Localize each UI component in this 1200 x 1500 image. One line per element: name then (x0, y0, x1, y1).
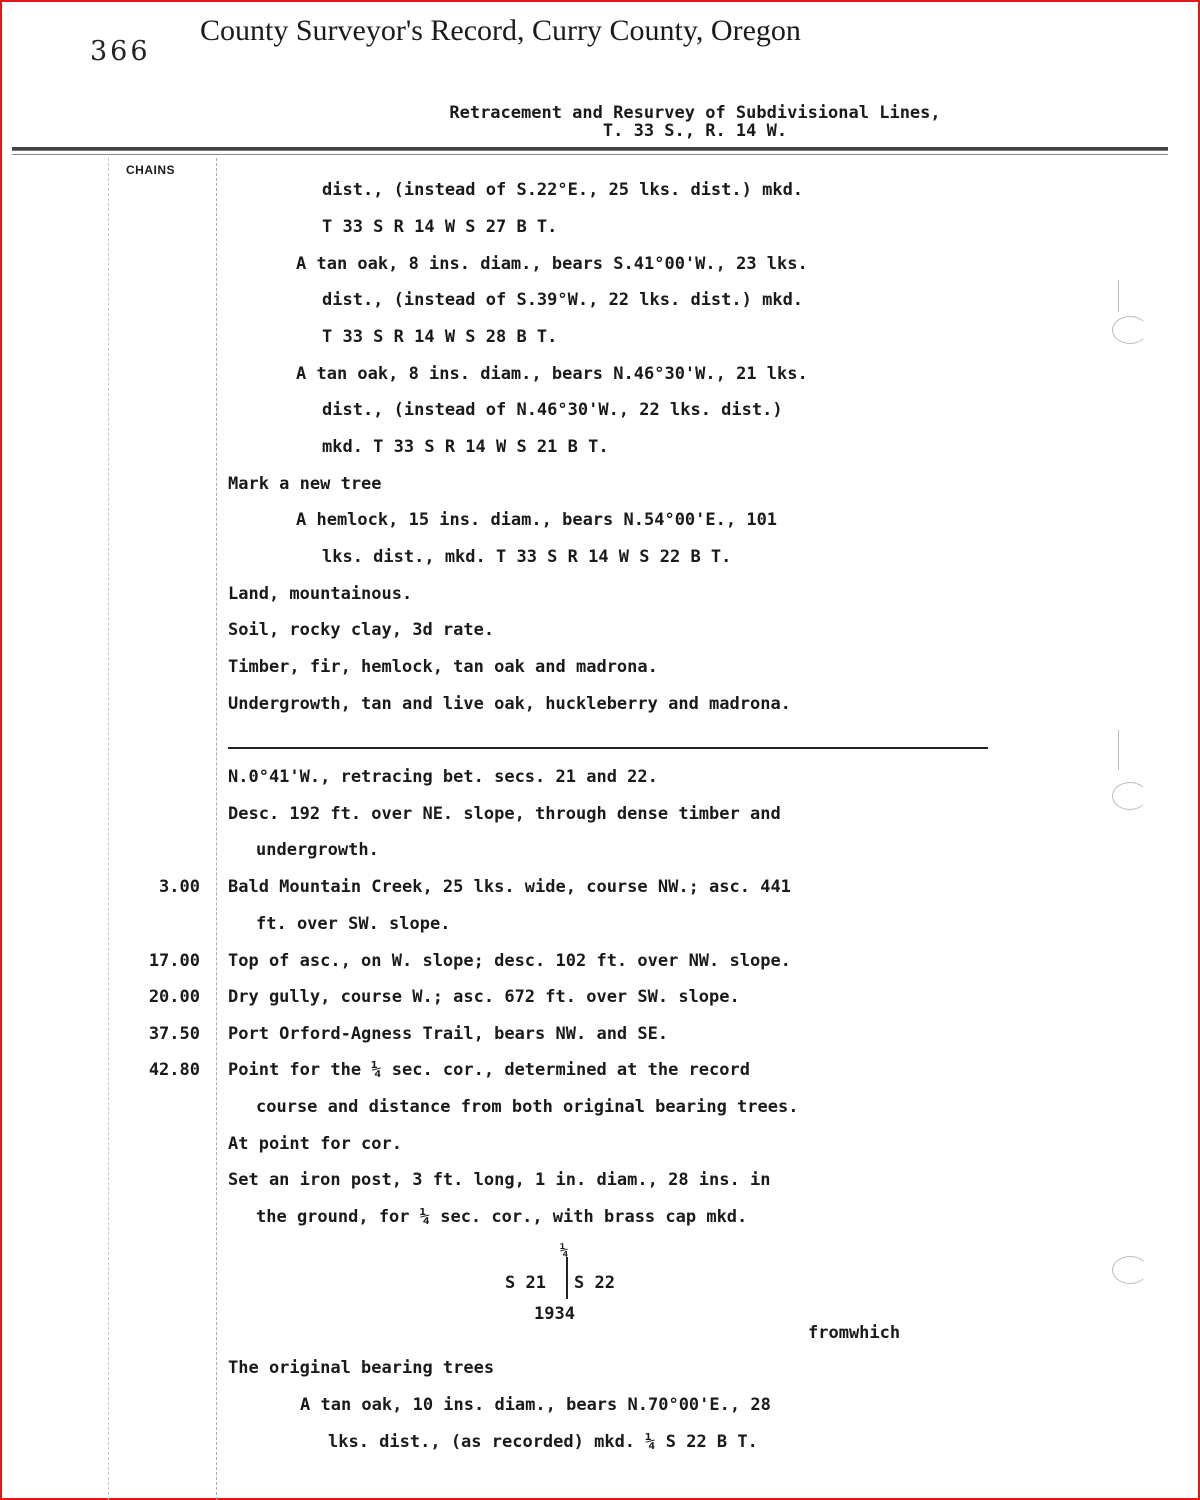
cap-year: 1934 (534, 1304, 575, 1324)
cap-right-section: S 22 (574, 1273, 615, 1293)
field-note-line: At point for cor. (228, 1134, 402, 1154)
record-subtitle (0, 104, 1200, 140)
header-rule-thin (12, 154, 1168, 155)
field-note-line: lks. dist., mkd. T 33 S R 14 W S 22 B T. (322, 547, 732, 567)
field-note-line: the ground, for ¼ sec. cor., with brass cap mkd. (256, 1207, 748, 1227)
binder-mark (1118, 730, 1119, 770)
field-note-line: Soil, rocky clay, 3d rate. (228, 620, 495, 640)
field-note-line: dist., (instead of N.46°30'W., 22 lks. dist.) (322, 400, 783, 420)
section-divider (228, 747, 988, 749)
field-note-line: lks. dist., (as recorded) mkd. ¼ S 22 B T. (328, 1432, 758, 1452)
page-number: 366 (90, 36, 151, 67)
field-note-line: A hemlock, 15 ins. diam., bears N.54°00'E., 101 (296, 510, 778, 530)
field-note-line: A tan oak, 8 ins. diam., bears S.41°00'W., 23 lks. (296, 254, 808, 274)
field-note-line: T 33 S R 14 W S 28 B T. (322, 327, 558, 347)
field-note-line: Timber, fir, hemlock, tan oak and madrona. (228, 657, 658, 677)
binder-hole (1112, 316, 1148, 344)
cap-divider-line (566, 1257, 568, 1299)
field-note-line: course and distance from both original bearing trees. (256, 1097, 799, 1117)
header-rule (12, 147, 1168, 151)
field-note-line: Mark a new tree (228, 474, 382, 494)
field-note-line: ft. over SW. slope. (256, 914, 451, 934)
field-note-line: Land, mountainous. (228, 584, 413, 604)
binder-mark (1118, 280, 1119, 312)
binder-hole (1112, 1256, 1148, 1284)
field-note-line: A tan oak, 8 ins. diam., bears N.46°30'W., 21 lks. (296, 364, 808, 384)
brass-cap-marking (500, 1243, 640, 1333)
field-note-line: Dry gully, course W.; asc. 672 ft. over SW. slope. (228, 987, 740, 1007)
field-note-line: undergrowth. (256, 840, 379, 860)
subtitle-line-2: T. 33 S., R. 14 W. (602, 121, 788, 141)
chains-column-rule (216, 158, 217, 1500)
binder-hole (1112, 782, 1148, 810)
cap-fraction: ¼ (560, 1243, 569, 1259)
field-note-line: T 33 S R 14 W S 27 B T. (322, 217, 558, 237)
margin-rule-left (108, 158, 109, 1500)
field-note-line: Undergrowth, tan and live oak, huckleberry and madrona. (228, 694, 791, 714)
field-note-line: Top of asc., on W. slope; desc. 102 ft. over NW. slope. (228, 951, 791, 971)
field-note-line: Port Orford-Agness Trail, bears NW. and SE. (228, 1024, 669, 1044)
chains-column-label: CHAINS (126, 163, 176, 177)
chains-value: 17.00 (148, 951, 200, 971)
field-note-line: dist., (instead of S.22°E., 25 lks. dist.) mkd. (322, 180, 804, 200)
chains-value: 42.80 (148, 1060, 200, 1080)
record-title: County Surveyor's Record, Curry County, Oregon (200, 14, 801, 47)
chains-value: 20.00 (148, 987, 200, 1007)
field-note-line: Set an iron post, 3 ft. long, 1 in. diam., 28 ins. in (228, 1170, 771, 1190)
field-note-line: mkd. T 33 S R 14 W S 21 B T. (322, 437, 609, 457)
chains-value: 37.50 (148, 1024, 200, 1044)
chains-value: 3.00 (159, 877, 200, 897)
from-which-note: fromwhich (808, 1323, 901, 1343)
subtitle-line-1: Retracement and Resurvey of Subdivisional Lines, (449, 103, 941, 123)
cap-left-section: S 21 (505, 1273, 546, 1293)
field-note-line: A tan oak, 10 ins. diam., bears N.70°00'E., 28 (300, 1395, 771, 1415)
field-note-line: Bald Mountain Creek, 25 lks. wide, course NW.; asc. 441 (228, 877, 791, 897)
field-note-line: N.0°41'W., retracing bet. secs. 21 and 22. (228, 767, 658, 787)
bearing-trees-heading: The original bearing trees (228, 1358, 495, 1378)
field-note-line: Point for the ¼ sec. cor., determined at the record (228, 1060, 750, 1080)
field-note-line: Desc. 192 ft. over NE. slope, through dense timber and (228, 804, 781, 824)
field-note-line: dist., (instead of S.39°W., 22 lks. dist.) mkd. (322, 290, 804, 310)
